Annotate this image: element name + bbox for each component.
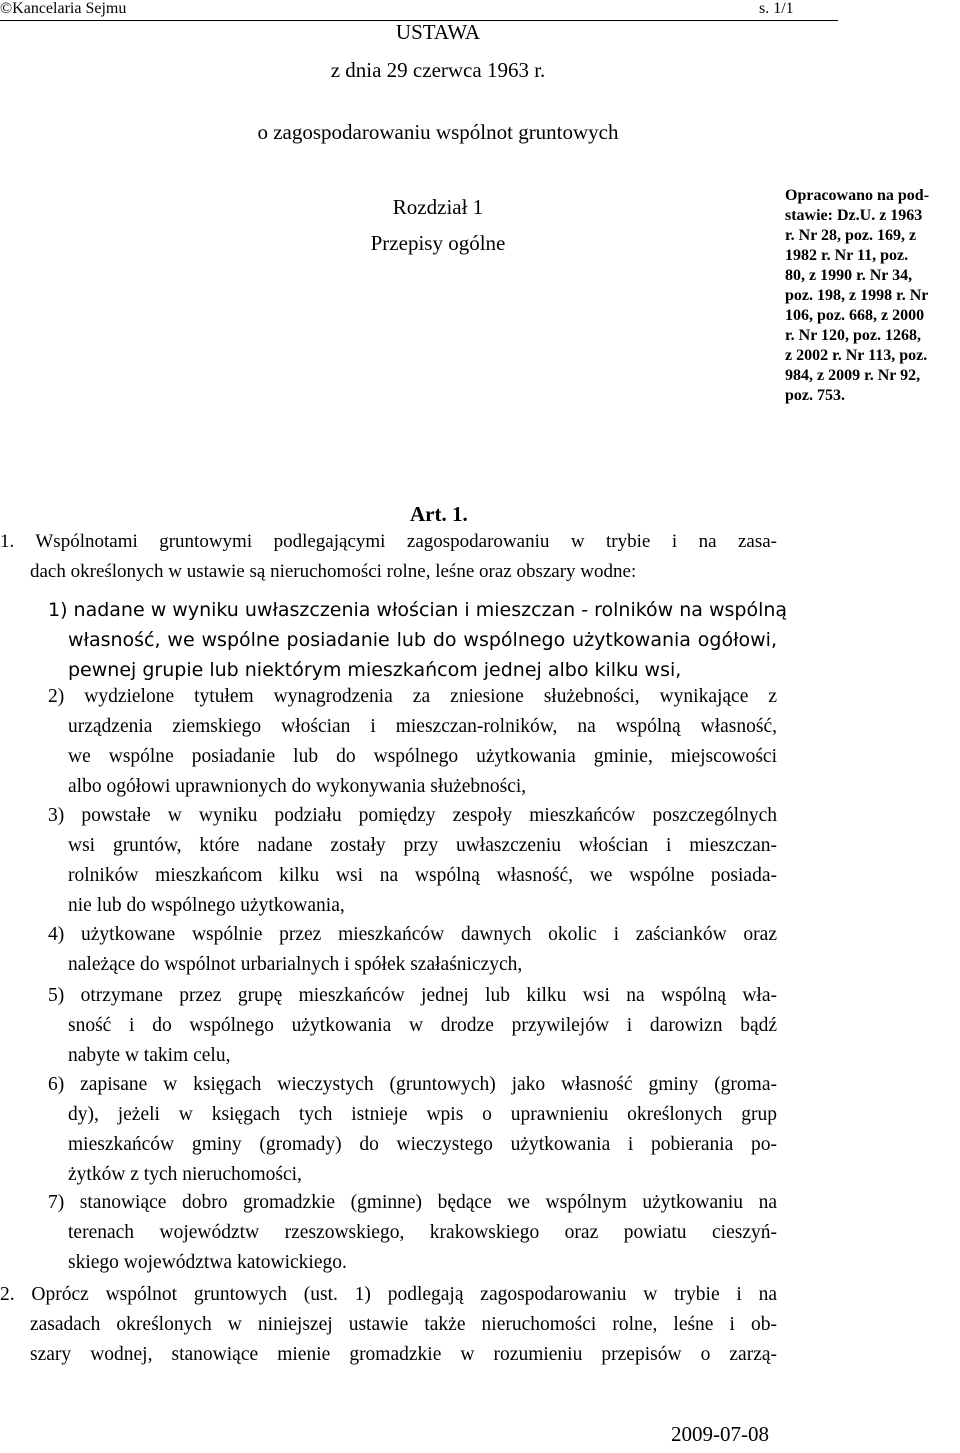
list-item-line: pewnej grupie lub niektórym mieszkańcom jednej albo kilku wsi,: [68, 659, 682, 681]
list-item-line: we wspólne posiadanie lub do wspólnego użytkowania gminie, miejscowości: [68, 746, 777, 767]
list-item: [48, 920, 777, 980]
source-note-line: z 2002 r. Nr 113, poz.: [785, 347, 928, 364]
list-item-line: skiego województwa katowickiego.: [68, 1252, 347, 1273]
paragraph-2: [0, 1280, 777, 1370]
paragraph-line: 2. Oprócz wspólnot gruntowych (ust. 1) podlegają zagospodarowaniu w trybie i na: [0, 1284, 777, 1305]
list-item-line: nabyte w takim celu,: [68, 1045, 231, 1066]
source-note-line: poz. 753.: [785, 387, 845, 404]
paragraph-line: 1. Wspólnotami gruntowymi podlegającymi zagospodarowaniu w trybie i na zasa-: [0, 531, 777, 552]
list-item-line: 2) wydzielone tytułem wynagrodzenia za zniesione służebności, wynikające z: [48, 686, 777, 707]
list-item: [48, 1070, 777, 1190]
header-source: ©Kancelaria Sejmu: [0, 0, 127, 17]
list-item: [48, 682, 777, 802]
source-note-line: r. Nr 28, poz. 169, z: [785, 227, 917, 244]
source-note-line: 80, z 1990 r. Nr 34,: [785, 267, 913, 284]
source-note: [785, 186, 960, 406]
source-note-line: 984, z 2009 r. Nr 92,: [785, 367, 921, 384]
list-item-line: nie lub do wspólnego użytkowania,: [68, 895, 345, 916]
list-item-line: 3) powstałe w wyniku podziału pomiędzy zespoły mieszkańców poszczególnych: [48, 805, 777, 826]
list-item-line: żytków z tych nieruchomości,: [68, 1164, 302, 1185]
list-item-line: sność i do wspólnego użytkowania w drodze przywilejów i darowizn bądź: [68, 1015, 777, 1036]
source-note-line: r. Nr 120, poz. 1268,: [785, 327, 921, 344]
list-item-line: 7) stanowiące dobro gromadzkie (gminne) będące we wspólnym użytkowaniu na: [48, 1192, 777, 1213]
list-item-line: 4) użytkowane wspólnie przez mieszkańców dawnych okolic i zaścianków oraz: [48, 924, 777, 945]
source-note-line: stawie: Dz.U. z 1963: [785, 207, 923, 224]
source-note-line: Opracowano na pod-: [785, 187, 930, 204]
source-note-line: 1982 r. Nr 11, poz.: [785, 247, 909, 264]
act-type: USTAWA: [395, 20, 481, 44]
list-item-line: mieszkańców gminy (gromady) do wieczystego użytkowania i pobierania po-: [68, 1134, 777, 1155]
list-item: [48, 801, 777, 921]
list-item-line: własność, we wspólne posiadanie lub do wspólnego użytkowania ogółowi,: [68, 629, 777, 651]
paragraph-line: dach określonych w ustawie są nieruchomości rolne, leśne oraz obszary wodne:: [30, 561, 637, 582]
header-page-number: s. 1/1: [759, 0, 794, 17]
list-item-line: 5) otrzymane przez grupę mieszkańców jednej lub kilku wsi na wspólną wła-: [48, 985, 777, 1006]
paragraph-line: zasadach określonych w niniejszej ustawie także nieruchomości rolne, leśne i ob-: [30, 1314, 777, 1335]
chapter-title: Przepisy ogólne: [370, 231, 506, 255]
act-date: z dnia 29 czerwca 1963 r.: [330, 58, 546, 82]
list-item-line: wsi gruntów, które nadane zostały przy uwłaszczeniu włościan i mieszczan-: [68, 835, 777, 856]
list-item: [48, 981, 777, 1071]
article-heading: Art. 1.: [410, 502, 468, 526]
list-item-line: terenach województw rzeszowskiego, krakowskiego oraz powiatu cieszyń-: [68, 1222, 777, 1243]
list-item: [48, 1188, 777, 1278]
list-item-line: rolników mieszkańcom kilku wsi na wspólną własność, we wspólne posiada-: [68, 865, 777, 886]
source-note-line: 106, poz. 668, z 2000: [785, 307, 925, 324]
list-item-line: 1) nadane w wyniku uwłaszczenia włościan i mieszczan - rolników na wspólną: [48, 599, 788, 621]
list-item: [48, 595, 788, 685]
list-item-line: dy), jeżeli w księgach tych istnieje wpis o uprawnieniu określonych grup: [68, 1104, 777, 1125]
list-item-line: urządzenia ziemskiego włościan i mieszczan-rolników, na wspólną własność,: [68, 716, 777, 737]
act-subject: o zagospodarowaniu wspólnot gruntowych: [257, 120, 619, 144]
list-item-line: należące do wspólnot urbarialnych i spółek szałaśniczych,: [68, 954, 523, 975]
footer-date: 2009-07-08: [671, 1422, 769, 1446]
paragraph-line: szary wodnej, stanowiące mienie gromadzkie w rozumieniu przepisów o zarzą-: [30, 1344, 777, 1365]
paragraph-1: [0, 527, 777, 587]
chapter-number: Rozdział 1: [392, 195, 484, 219]
source-note-line: poz. 198, z 1998 r. Nr: [785, 287, 929, 304]
list-item-line: 6) zapisane w księgach wieczystych (gruntowych) jako własność gminy (groma-: [48, 1074, 777, 1095]
list-item-line: albo ogółowi uprawnionych do wykonywania służebności,: [68, 776, 527, 797]
